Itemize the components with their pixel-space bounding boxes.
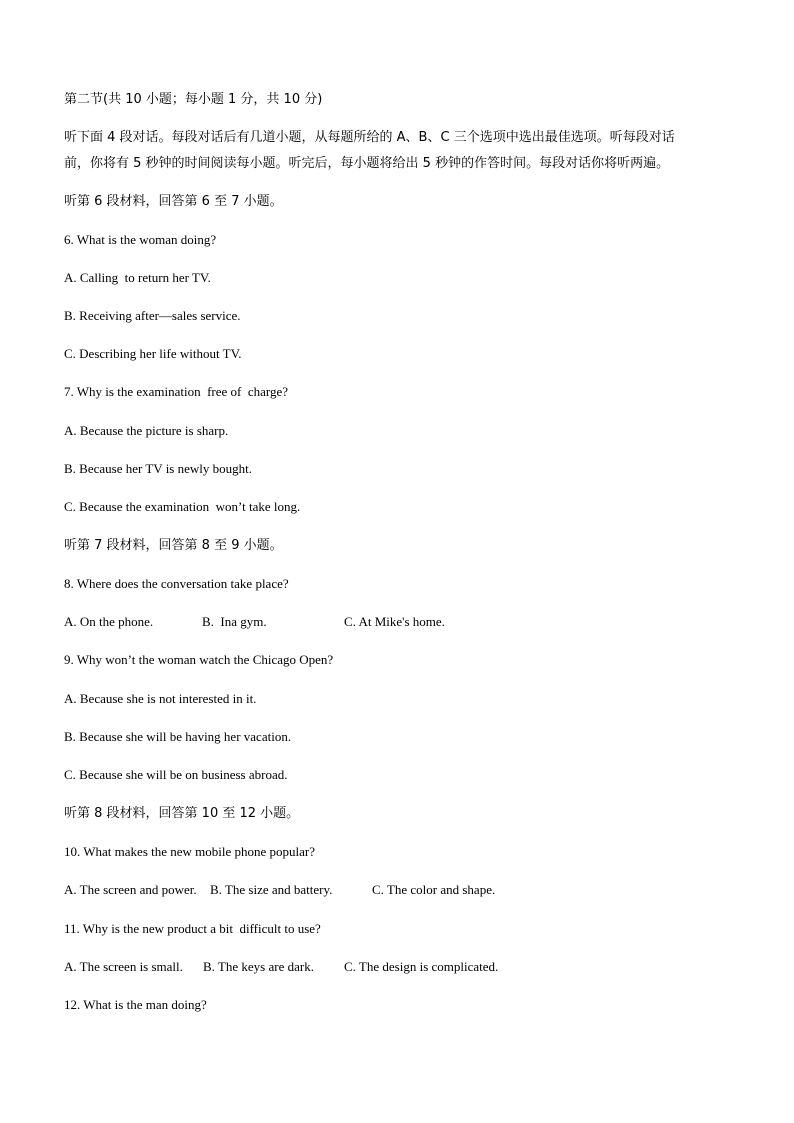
options-row	[64, 614, 724, 630]
group-heading: 听第 6 段材料，回答第 6 至 7 小题。	[64, 194, 283, 209]
option-c: C. At Mike's home.	[344, 614, 445, 629]
option-a: A. The screen and power.	[64, 882, 197, 897]
option-c: C. Describing her life without TV.	[64, 346, 242, 361]
question-stem: 7. Why is the examination free of charge?	[64, 384, 289, 399]
options-row	[64, 882, 724, 898]
group-heading: 听第 7 段材料，回答第 8 至 9 小题。	[64, 538, 283, 553]
option-c: C. Because she will be on business abroad.	[64, 767, 288, 782]
question-stem: 11. Why is the new product a bit difficult to use?	[64, 921, 321, 936]
option-b: B. The size and battery.	[210, 882, 333, 897]
question-stem: 9. Why won’t the woman watch the Chicago Open?	[64, 652, 334, 667]
option-b: B. Because her TV is newly bought.	[64, 461, 252, 476]
option-c: C. Because the examination won’t take long.	[64, 499, 301, 514]
options-row	[64, 959, 724, 975]
option-b: B. Ina gym.	[202, 614, 267, 629]
option-a: A. Because she is not interested in it.	[64, 691, 257, 706]
question-stem: 8. Where does the conversation take place?	[64, 576, 289, 591]
section-title: 第二节(共 10 小题；每小题 1 分，共 10 分)	[64, 92, 323, 107]
option-b: B. Receiving after—sales service.	[64, 308, 241, 323]
option-a: A. On the phone.	[64, 614, 154, 629]
question-stem: 10. What makes the new mobile phone popular?	[64, 844, 316, 859]
question-stem: 6. What is the woman doing?	[64, 232, 217, 247]
group-heading: 听第 8 段材料，回答第 10 至 12 小题。	[64, 806, 300, 821]
option-a: A. The screen is small.	[64, 959, 183, 974]
option-a: A. Calling to return her TV.	[64, 270, 211, 285]
option-b: B. Because she will be having her vacation.	[64, 729, 292, 744]
option-a: A. Because the picture is sharp.	[64, 423, 229, 438]
instructions-line-2: 前，你将有 5 秒钟的时间阅读每小题。听完后，每小题将给出 5 秒钟的作答时间。每段对话你将听两遍。	[64, 156, 670, 171]
instructions-line-1: 听下面 4 段对话。每段对话后有几道小题，从每题所给的 A、B、C 三个选项中选出最佳选项。听每段对话	[64, 130, 675, 145]
option-b: B. The keys are dark.	[203, 959, 314, 974]
option-c: C. The color and shape.	[372, 882, 496, 897]
question-stem: 12. What is the man doing?	[64, 997, 207, 1012]
option-c: C. The design is complicated.	[344, 959, 499, 974]
